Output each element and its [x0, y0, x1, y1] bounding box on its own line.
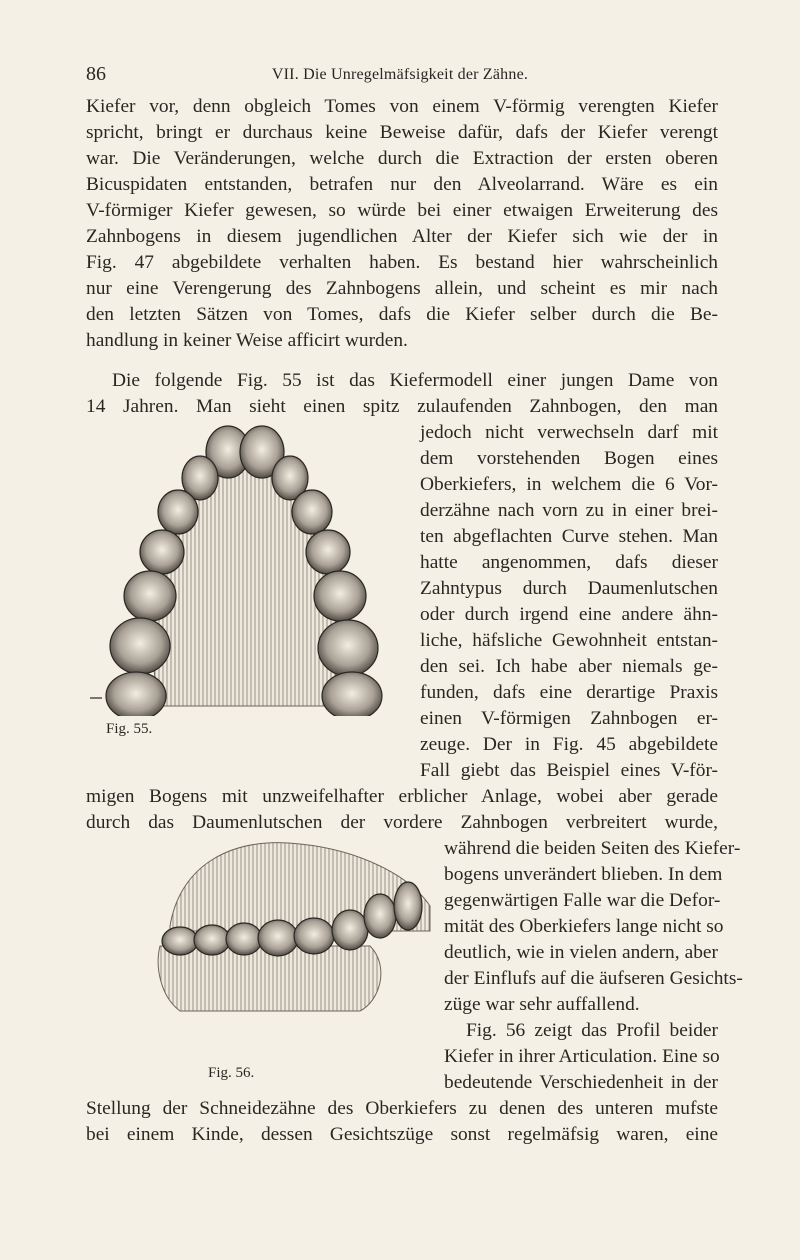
text-line: handlung in keiner Weise afficirt wurden.: [86, 330, 408, 351]
text-line: zeuge. Der in Fig. 45 abgebildete: [420, 734, 718, 755]
text-line: Fig. 47 abgebildete verhalten haben. Es bestand hier wahrscheinlich: [86, 252, 718, 273]
text-line: Die folgende Fig. 55 ist das Kiefermodell einer jungen Dame von: [112, 370, 718, 391]
text-line: derzähne nach vorn zu in einer brei-: [420, 500, 718, 521]
text-line: Kiefer in ihrer Articulation. Eine so: [444, 1046, 720, 1067]
text-line: bedeutende Verschiedenheit in der: [444, 1072, 718, 1093]
text-line: jedoch nicht verwechseln darf mit: [420, 422, 718, 443]
text-line: deutlich, wie in vielen andern, aber: [444, 942, 718, 963]
text-line: ten abgeflachten Curve stehen. Man: [420, 526, 718, 547]
text-line: züge war sehr auffallend.: [444, 994, 640, 1015]
running-head: VII. Die Unregelmäfsigkeit der Zähne.: [271, 66, 529, 83]
page-header: [0, 62, 800, 86]
text-line: durch das Daumenlutschen der vordere Zahnbogen verbreitert wurde,: [86, 812, 718, 833]
text-line: Kiefer vor, denn obgleich Tomes von einem V-förmig verengten Kiefer: [86, 96, 718, 117]
text-line: der Einflufs auf die äufseren Gesichts-: [444, 968, 743, 989]
text-line: mität des Oberkiefers lange nicht so: [444, 916, 724, 937]
text-line: Zahnbogens in diesem jugendlichen Alter der Kiefer sich wie der in: [86, 226, 718, 247]
text-line: Fall giebt das Beispiel eines V-för-: [420, 760, 718, 781]
page-number: 86: [86, 63, 106, 85]
text-line: Zahntypus durch Daumenlutschen: [420, 578, 718, 599]
figure-55-jaw-model: [90, 416, 400, 716]
text-line: funden, dafs eine derartige Praxis: [420, 682, 718, 703]
text-line: einen V-förmigen Zahnbogen er-: [420, 708, 718, 729]
fig56-caption: Fig. 56.: [208, 1065, 255, 1081]
text-line: oder durch irgend eine andere ähn-: [420, 604, 718, 625]
text-line: migen Bogens mit unzweifelhafter erblicher Anlage, wobei aber gerade: [86, 786, 718, 807]
text-line: bei einem Kinde, dessen Gesichtszüge sonst regelmäfsig waren, eine: [86, 1124, 718, 1145]
text-line: während die beiden Seiten des Kiefer-: [444, 838, 741, 859]
text-line: dem vorstehenden Bogen eines: [420, 448, 718, 469]
fig55-caption: Fig. 55.: [106, 721, 153, 737]
text-line: Stellung der Schneidezähne des Oberkiefers zu denen des unteren mufste: [86, 1098, 718, 1119]
text-line: war. Die Veränderungen, welche durch die Extraction der ersten oberen: [86, 148, 718, 169]
text-line: den sei. Ich habe aber niemals ge-: [420, 656, 718, 677]
text-line: hatte angenommen, dafs dieser: [420, 552, 718, 573]
text-line: Fig. 56 zeigt das Profil beider: [466, 1020, 718, 1041]
text-line: spricht, bringt er durchaus keine Beweise dafür, dafs der Kiefer verengt: [86, 122, 718, 143]
text-line: nur eine Verengerung des Zahnbogens allein, und scheint es mir nach: [86, 278, 718, 299]
text-line: Oberkiefers, in welchem die 6 Vor-: [420, 474, 718, 495]
text-line: 14 Jahren. Man sieht einen spitz zulaufenden Zahnbogen, den man: [86, 396, 718, 417]
text-line: V-förmiger Kiefer gewesen, so würde bei einer etwaigen Erweiterung des: [86, 200, 718, 221]
text-line: liche, häfsliche Gewohnheit entstan-: [420, 630, 718, 651]
figure-56-jaw-profile: [140, 836, 440, 1016]
text-line: bogens unverändert blieben. In dem: [444, 864, 723, 885]
text-line: gegenwärtigen Falle war die Defor-: [444, 890, 721, 911]
text-line: Bicuspidaten entstanden, betrafen nur den Alveolarrand. Wäre es ein: [86, 174, 718, 195]
text-line: den letzten Sätzen von Tomes, dafs die Kiefer selber durch die Be-: [86, 304, 718, 325]
